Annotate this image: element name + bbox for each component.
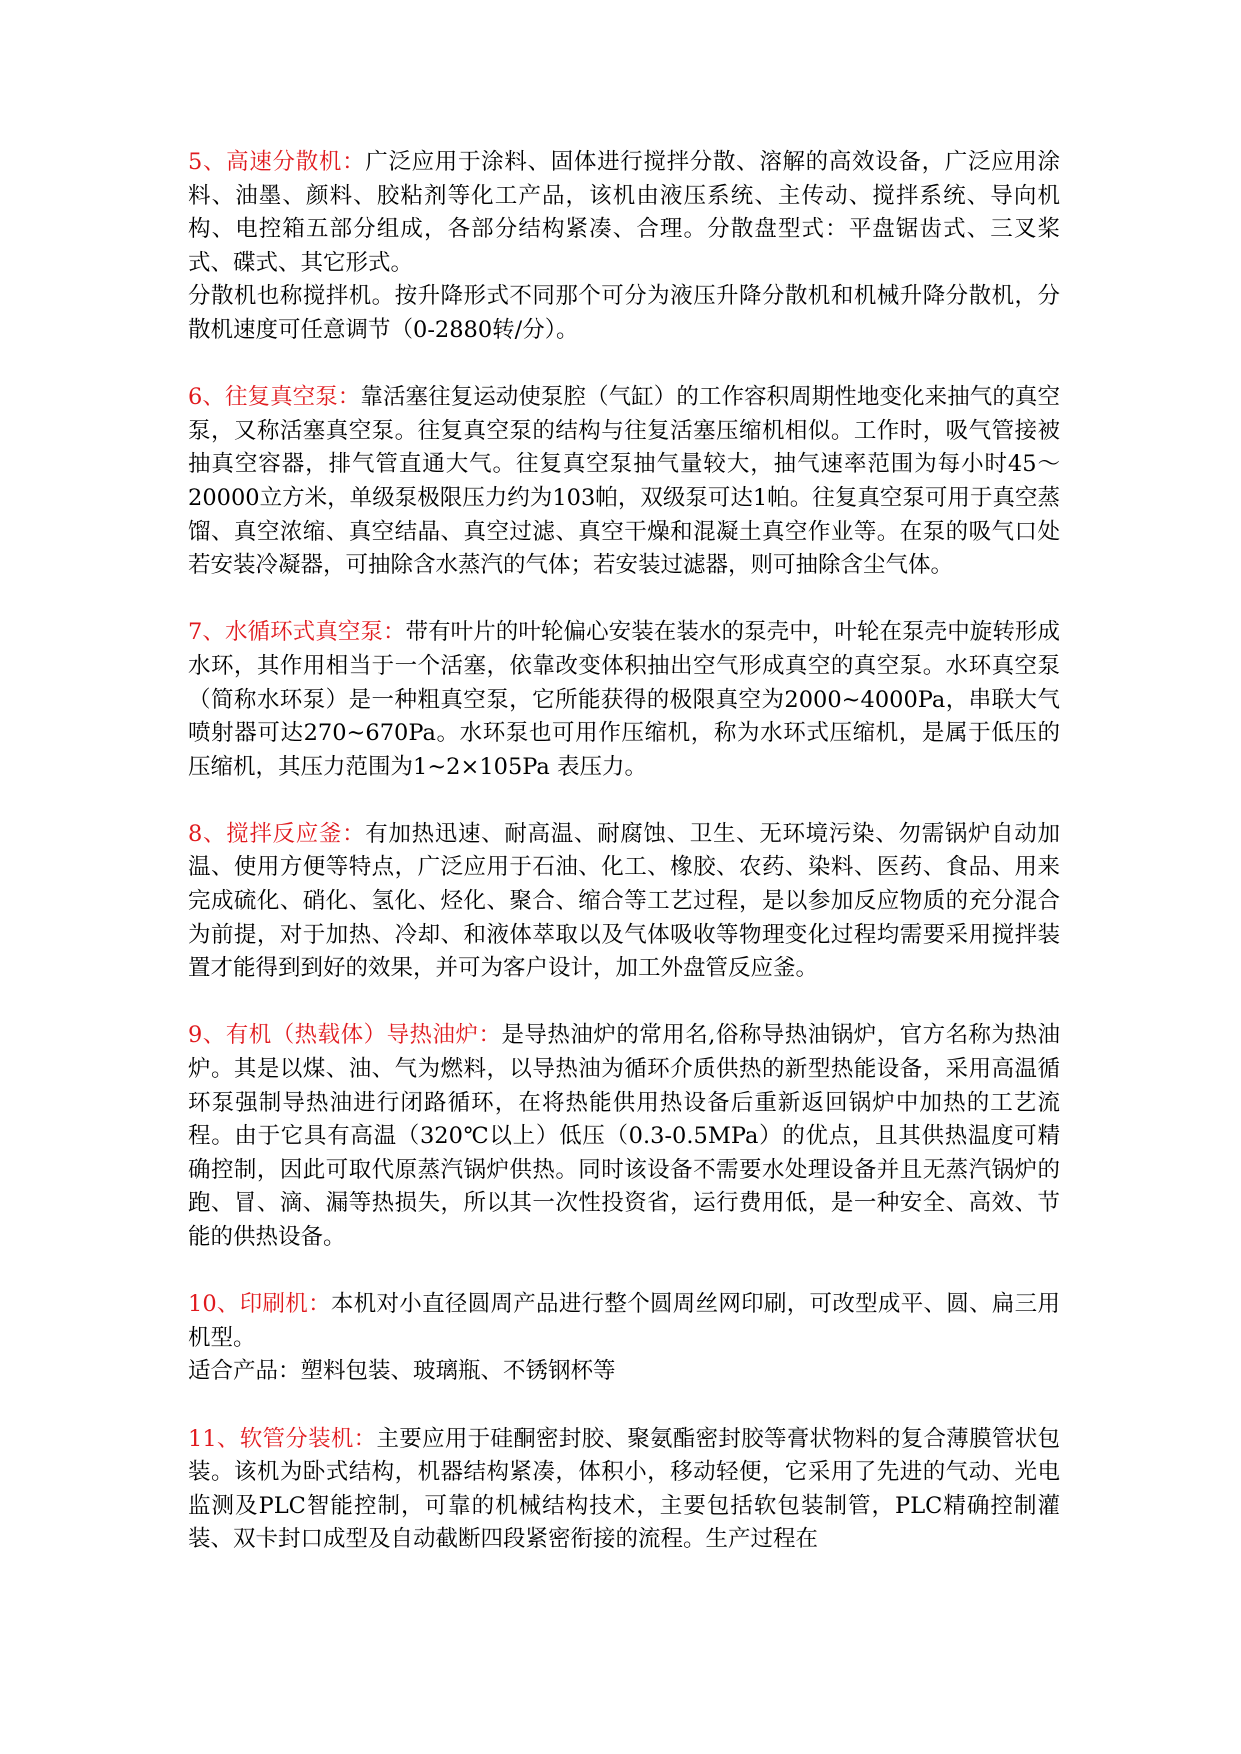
paragraph [188, 146, 1060, 280]
section-thermal-oil-furnace [188, 1019, 1060, 1254]
paragraph [188, 1423, 1060, 1557]
section-title: 11、软管分装机： [188, 1425, 377, 1452]
section-high-speed-disperser [188, 146, 1060, 348]
section-body: 本机对小直径圆周产品进行整个圆周丝网印刷，可改型成平、圆、扁三用机型。 [188, 1291, 1060, 1351]
section-title: 7、水循环式真空泵： [188, 619, 406, 646]
section-hose-filling-machine [188, 1423, 1060, 1557]
paragraph [188, 1288, 1060, 1355]
section-title: 10、印刷机： [188, 1291, 331, 1318]
section-title: 8、搅拌反应釜： [188, 820, 366, 847]
section-title: 9、有机（热载体）导热油炉： [188, 1022, 502, 1049]
section-printing-machine [188, 1288, 1060, 1389]
paragraph-extra: 适合产品：塑料包装、玻璃瓶、不锈钢杯等 [188, 1358, 616, 1385]
paragraph [188, 1019, 1060, 1254]
paragraph-extra: 分散机也称搅拌机。按升降形式不同那个可分为液压升降分散机和机械升降分散机，分散机速度可任意调节（0-2880转/分）。 [188, 283, 1060, 343]
section-body: 是导热油炉的常用名,俗称导热油锅炉，官方名称为热油炉。其是以煤、油、气为燃料，以导热油为循环介质供热的新型热能设备，采用高温循环泵强制导热油进行闭路循环，在将热能供用热设备后重新返回锅炉中加热的工艺流程。由于它具有高温（320℃以上）低压（0.3-0.5MPa）的优点，且其供热温度可精确控制，因此可取代原蒸汽锅炉供热。同时该设备不需要水处理设备并且无蒸汽锅炉的跑、冒、滴、漏等热损失，所以其一次性投资省，运行费用低，是一种安全、高效、节能的供热设备。 [188, 1022, 1060, 1250]
section-body: 带有叶片的叶轮偏心安装在装水的泵壳中，叶轮在泵壳中旋转形成水环，其作用相当于一个活塞，依靠改变体积抽出空气形成真空的真空泵。水环真空泵（简称水环泵）是一种粗真空泵，它所能获得的极限真空为2000~4000Pa，串联大气喷射器可达270~670Pa。水环泵也可用作压缩机，称为水环式压缩机，是属于低压的压缩机，其压力范围为1~2×105Pa 表压力。 [188, 619, 1060, 780]
paragraph [188, 616, 1060, 784]
section-title: 6、往复真空泵： [188, 384, 361, 411]
document-page [188, 146, 1060, 1591]
section-body: 靠活塞往复运动使泵腔（气缸）的工作容积周期性地变化来抽气的真空泵，又称活塞真空泵。往复真空泵的结构与往复活塞压缩机相似。工作时，吸气管接被抽真空容器，排气管直通大气。往复真空泵抽气量较大，抽气速率范围为每小时45～20000立方米，单级泵极限压力约为103帕，双级泵可达1帕。往复真空泵可用于真空蒸馏、真空浓缩、真空结晶、真空过滤、真空干燥和混凝土真空作业等。在泵的吸气口处若安装冷凝器，可抽除含水蒸汽的气体；若安装过滤器，则可抽除含尘气体。 [188, 384, 1060, 579]
section-stirred-reactor [188, 818, 1060, 986]
section-title: 5、高速分散机： [188, 149, 366, 175]
paragraph [188, 381, 1060, 583]
section-body: 有加热迅速、耐高温、耐腐蚀、卫生、无环境污染、勿需锅炉自动加温、使用方便等特点，广泛应用于石油、化工、橡胶、农药、染料、医药、食品、用来完成硫化、硝化、氢化、烃化、聚合、缩合等工艺过程，是以参加反应物质的充分混合为前提，对于加热、冷却、和液体萃取以及气体吸收等物理变化过程均需要采用搅拌装置才能得到到好的效果，并可为客户设计，加工外盘管反应釜。 [188, 820, 1060, 982]
paragraph [188, 818, 1060, 986]
section-water-ring-vacuum-pump [188, 616, 1060, 784]
section-body: 主要应用于硅酮密封胶、聚氨酯密封胶等膏状物料的复合薄膜管状包装。该机为卧式结构，机器结构紧凑，体积小，移动轻便，它采用了先进的气动、光电监测及PLC智能控制，可靠的机械结构技术，主要包括软包装制管，PLC精确控制灌装、双卡封口成型及自动截断四段紧密衔接的流程。生产过程在 [188, 1425, 1060, 1553]
section-body: 广泛应用于涂料、固体进行搅拌分散、溶解的高效设备，广泛应用涂料、油墨、颜料、胶粘剂等化工产品，该机由液压系统、主传动、搅拌系统、导向机构、电控箱五部分组成，各部分结构紧凑、合理。分散盘型式：平盘锯齿式、三叉桨式、碟式、其它形式。 [188, 149, 1060, 276]
section-reciprocating-vacuum-pump [188, 381, 1060, 583]
